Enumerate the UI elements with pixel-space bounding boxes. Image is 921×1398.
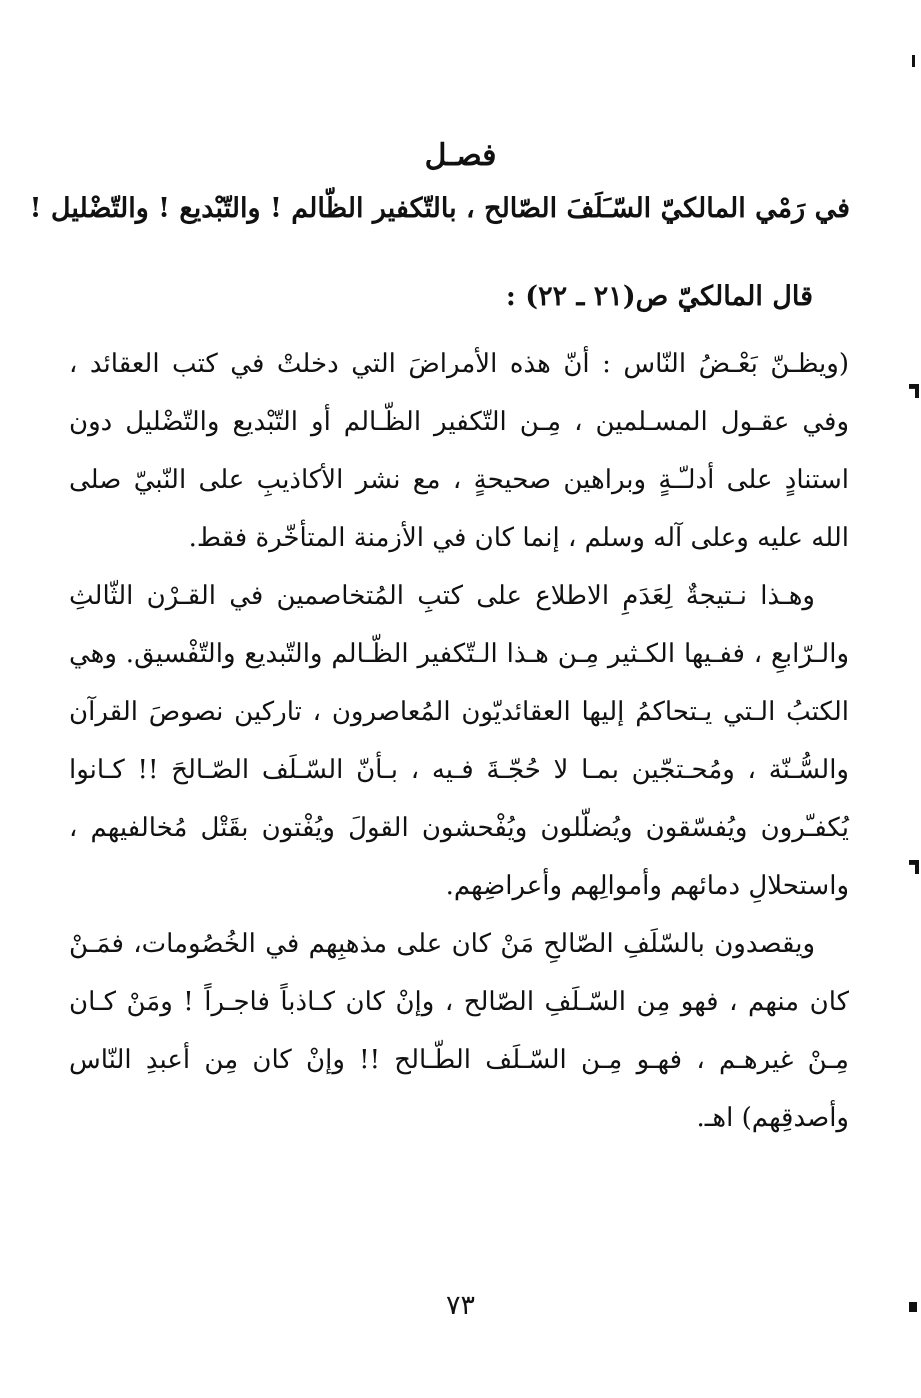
section-subtitle: في رَمْي المالكيّ السّـَلَفَ الصّالح ، بالتّكفير الظّالم ! والتّبْديع ! والتّضْليل ! xyxy=(29,193,850,224)
page-number: ٧٣ xyxy=(445,1290,475,1321)
margin-mark xyxy=(909,384,919,398)
margin-mark xyxy=(912,55,915,67)
margin-mark xyxy=(909,860,919,874)
body-text xyxy=(69,335,849,1147)
paragraph-1: (ويظـنّ بَعْـضُ النّاس : أنّ هذه الأمراضَ التي دخلتْ في كتب العقائد ، وفي عقـول المسـلمين ، مِـن التّكفير الظّـالم أو التّبْديع والتّضْليل دون استنادٍ على أدلـّـةٍ وبراهين صحيحةٍ ، مع نشر الأكاذيبِ على النّبيّ صلى الله عليه وعلى آله وسلم ، إنما كان في الأزمنة المتأخّرة فقط. xyxy=(69,349,849,553)
citation-line: قال المالكيّ ص(٢١ ـ ٢٢) : xyxy=(505,281,813,312)
margin-mark xyxy=(909,1302,917,1312)
paragraph-3: ويقصدون بالسّلَفِ الصّالحِ مَنْ كان على مذهبِهم في الخُصُومات، فمَـنْ كان منهم ، فهو مِن السّـلَفِ الصّالح ، وإنْ كان كـاذباً فاجـراً ! ومَنْ كـان مِـنْ غيرهـم ، فهـو مِـن السّـلَف الطّـالح !! وإنْ كان مِن أعبدِ النّاس وأصدقِهم) اهـ. xyxy=(69,929,849,1133)
section-title: فصـل xyxy=(424,138,497,173)
paragraph-2: وهـذا نـتيجةٌ لِعَدَمِ الاطلاع على كتبِ المُتخاصمين في القـرْن الثّالثِ والـرّابعِ ، ففـيها الكـثير مِـن هـذا الـتّكفير الظّـالم والتّبديع والتّفْسيق. وهي الكتبُ الـتي يـتحاكمُ إليها العقائديّون المُعاصرون ، تاركين نصوصَ القرآن والسُّـنّة ، ومُحـتجّين بمـا لا حُجّـةَ فـيه ، بـأنّ السّـلَف الصّـالحَ !! كـانوا يُكفـّرون ويُفسّقون ويُضلّلون ويُفْحشون القولَ ويُفْتون بقَتْل مُخالفيهم ، واستحلالِ دمائهم وأموالِهم وأعراضِهم. xyxy=(69,581,849,901)
